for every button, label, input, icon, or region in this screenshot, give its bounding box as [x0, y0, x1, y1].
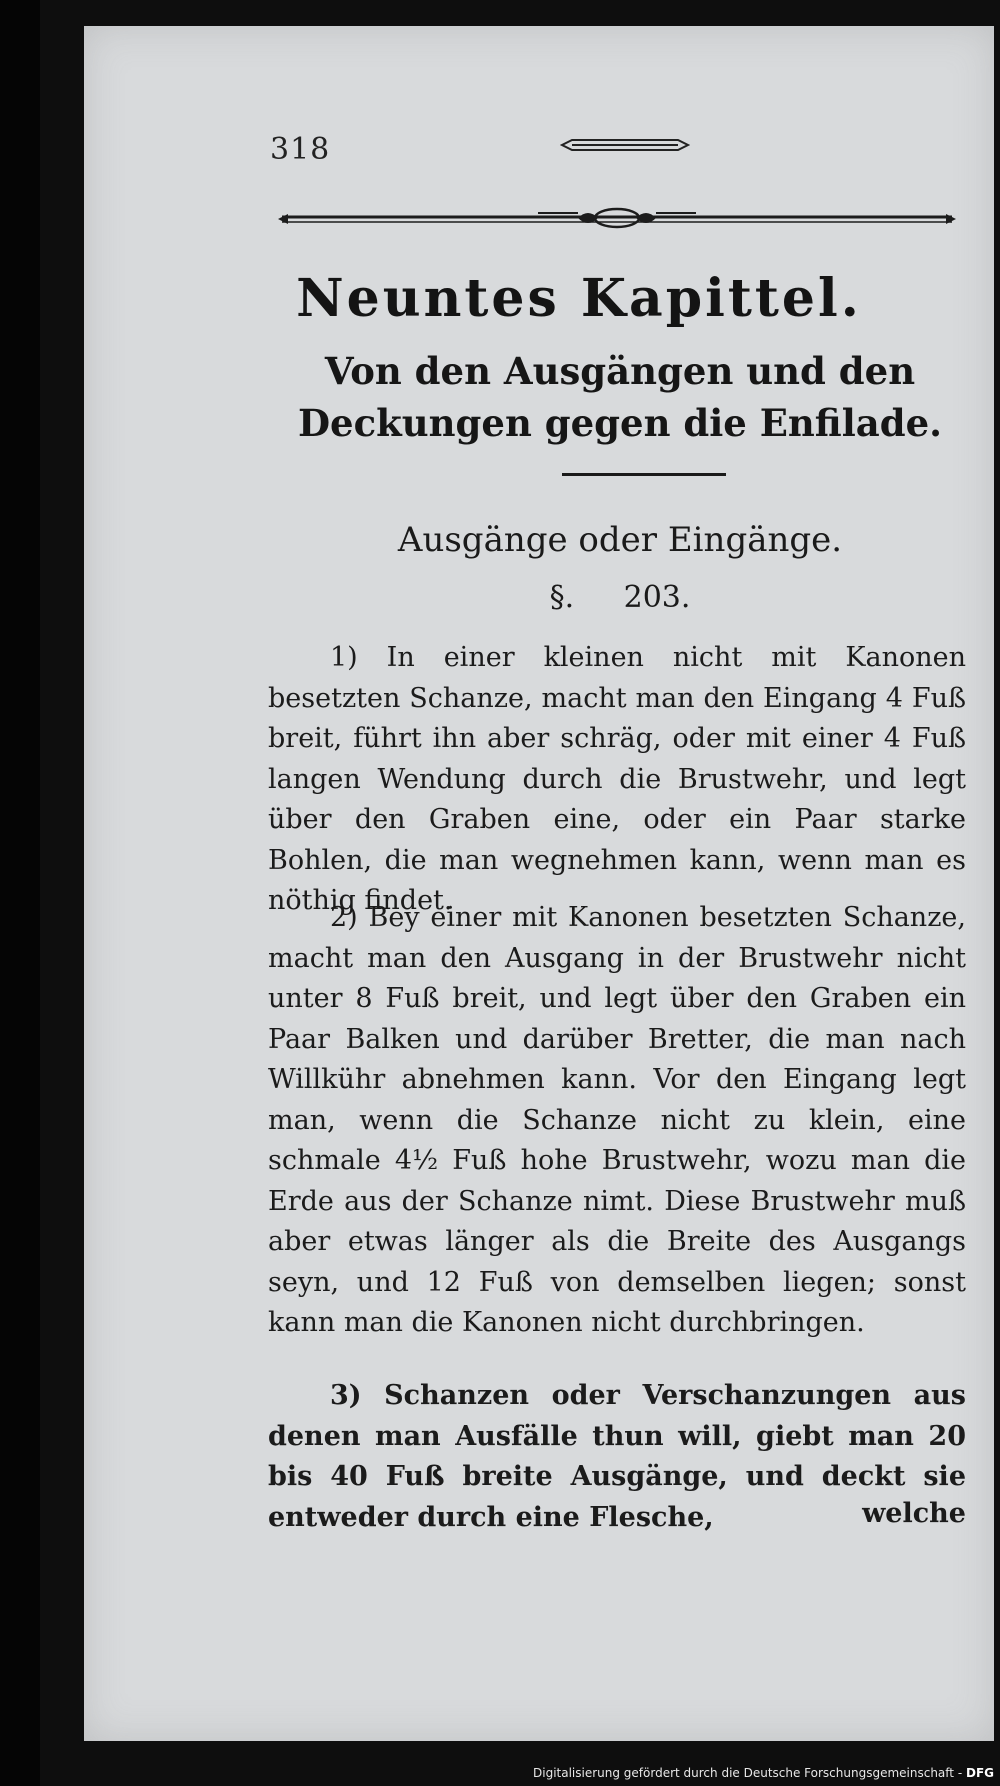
decorative-rule [278, 204, 956, 230]
chapter-subtitle: Von den Ausgängen und den Deckungen gegen die Enfilade. [297, 349, 943, 445]
dfg-logo: DFG [965, 1766, 994, 1780]
paragraph-2: 2) Bey einer mit Kanonen besetzten Schanze, macht man den Ausgang in der Brustwehr nicht unter 8 Fuß breit, und legt über den Graben ein Paar Balken und darüber Bretter, die man nach Willkühr abnehmen kann. Vor den Eingang legt man, wenn die Schanze nicht zu klein, eine schmale 4½ Fuß hohe Brustwehr, wozu man die Erde aus der Schanze nimt. Diese Brustwehr muß aber etwas länger als die Breite des Ausgangs seyn, und 12 Fuß von demselben liegen; sonst kann man die Kanonen nicht durchbringen. [268, 902, 966, 1338]
page-number: 318 [270, 132, 331, 167]
paragraph-3: 3) Schanzen oder Verschanzungen aus denen man Ausfälle thun will, giebt man 20 bis 40 Fuß breite Ausgänge, und deckt sie entweder durch eine Flesche, [268, 1380, 966, 1533]
header-ornament [560, 137, 690, 153]
section-divider [562, 473, 726, 476]
chapter-title: Neuntes Kapittel. [296, 268, 862, 329]
paragraph-number: §. 203. [549, 580, 691, 615]
digitization-footer [533, 1766, 994, 1780]
scan-border [0, 0, 40, 1786]
paragraph-1: 1) In einer kleinen nicht mit Kanonen besetzten Schanze, macht man den Eingang 4 Fuß breit, führt ihn aber schräg, oder mit einer 4 Fuß langen Wendung durch die Brustwehr, und legt über den Graben eine, oder ein Paar starke Bohlen, die man wegnehmen kann, wenn man es nöthig findet. [268, 642, 966, 916]
footer-text: Digitalisierung gefördert durch die Deutsche Forschungsgemeinschaft - [533, 1766, 963, 1780]
section-heading: Ausgänge oder Eingänge. [397, 520, 843, 560]
catchword: welche [862, 1498, 966, 1529]
